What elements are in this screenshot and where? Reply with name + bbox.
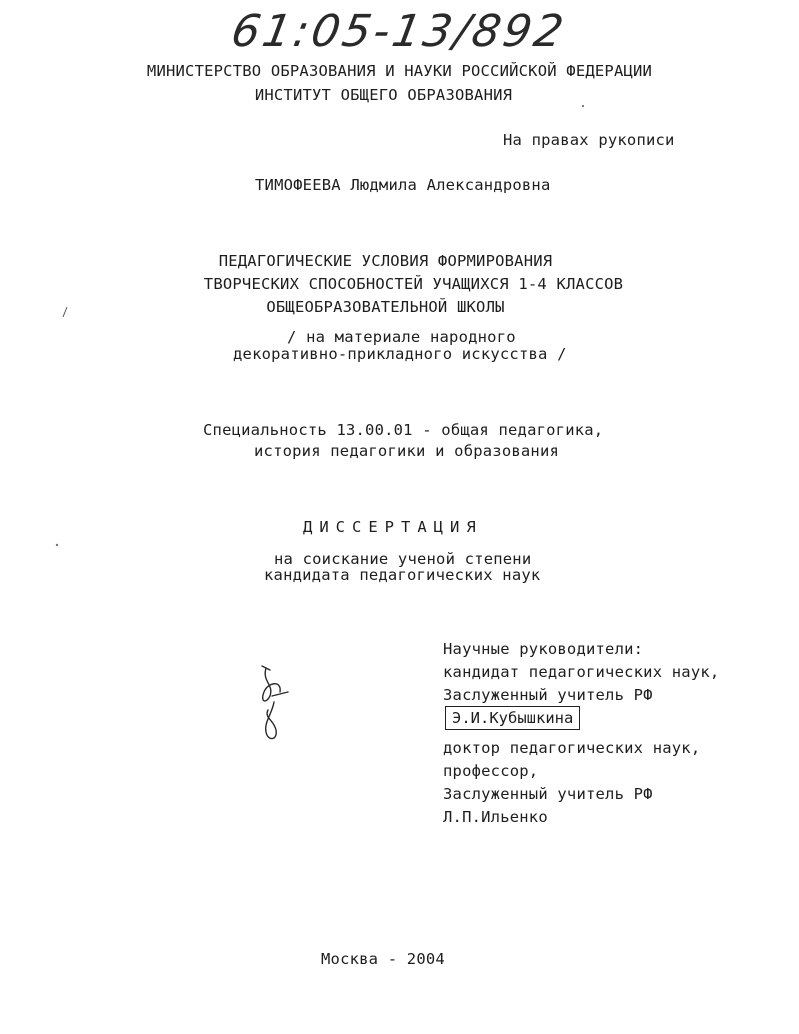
specialty-line-1: Специальность 13.00.01 - общая педагогика, bbox=[203, 421, 604, 439]
scan-speck bbox=[580, 103, 586, 109]
document-type: ДИССЕРТАЦИЯ bbox=[303, 518, 483, 536]
signature-mark bbox=[252, 662, 298, 746]
subtitle-line-1: / на материале народного bbox=[287, 328, 516, 346]
supervisor-2-name: Л.П.Ильенко bbox=[443, 808, 548, 826]
manuscript-rights-note: На правах рукописи bbox=[503, 131, 675, 149]
archive-number-handwritten: 61:05-13/892 bbox=[227, 6, 570, 57]
place-and-year: Москва - 2004 bbox=[321, 950, 445, 968]
supervisor-1-degree: кандидат педагогических наук, bbox=[443, 663, 720, 681]
ministry-heading: МИНИСТЕРСТВО ОБРАЗОВАНИЯ И НАУКИ РОССИЙСКОЙ ФЕДЕРАЦИИ bbox=[146, 62, 653, 80]
title-line-3: ОБЩЕОБРАЗОВАТЕЛЬНОЙ ШКОЛЫ bbox=[266, 298, 505, 316]
scan-speck bbox=[60, 305, 70, 319]
specialty-line-2: история педагогики и образования bbox=[254, 442, 560, 460]
supervisor-1-name: Э.И.Кубышкина bbox=[445, 706, 580, 730]
supervisor-2-title: профессор, bbox=[443, 762, 539, 780]
institute-heading: ИНСТИТУТ ОБЩЕГО ОБРАЗОВАНИЯ bbox=[254, 86, 513, 104]
degree-line-2: кандидата педагогических наук bbox=[264, 566, 541, 584]
title-line-1: ПЕДАГОГИЧЕСКИЕ УСЛОВИЯ ФОРМИРОВАНИЯ bbox=[218, 252, 553, 270]
author-name: ТИМОФЕЕВА Людмила Александровна bbox=[255, 176, 551, 194]
title-line-2: ТВОРЧЕСКИХ СПОСОБНОСТЕЙ УЧАЩИХСЯ 1-4 КЛАССОВ bbox=[203, 275, 624, 293]
degree-line-1: на соискание ученой степени bbox=[274, 550, 532, 568]
subtitle-line-2: декоративно-прикладного искусства / bbox=[233, 345, 567, 363]
supervisor-2-degree: доктор педагогических наук, bbox=[443, 739, 701, 757]
supervisor-1-honor: Заслуженный учитель РФ bbox=[443, 686, 653, 704]
supervisors-heading: Научные руководители: bbox=[443, 640, 644, 658]
supervisor-2-honor: Заслуженный учитель РФ bbox=[443, 785, 653, 803]
scan-speck bbox=[52, 540, 62, 550]
